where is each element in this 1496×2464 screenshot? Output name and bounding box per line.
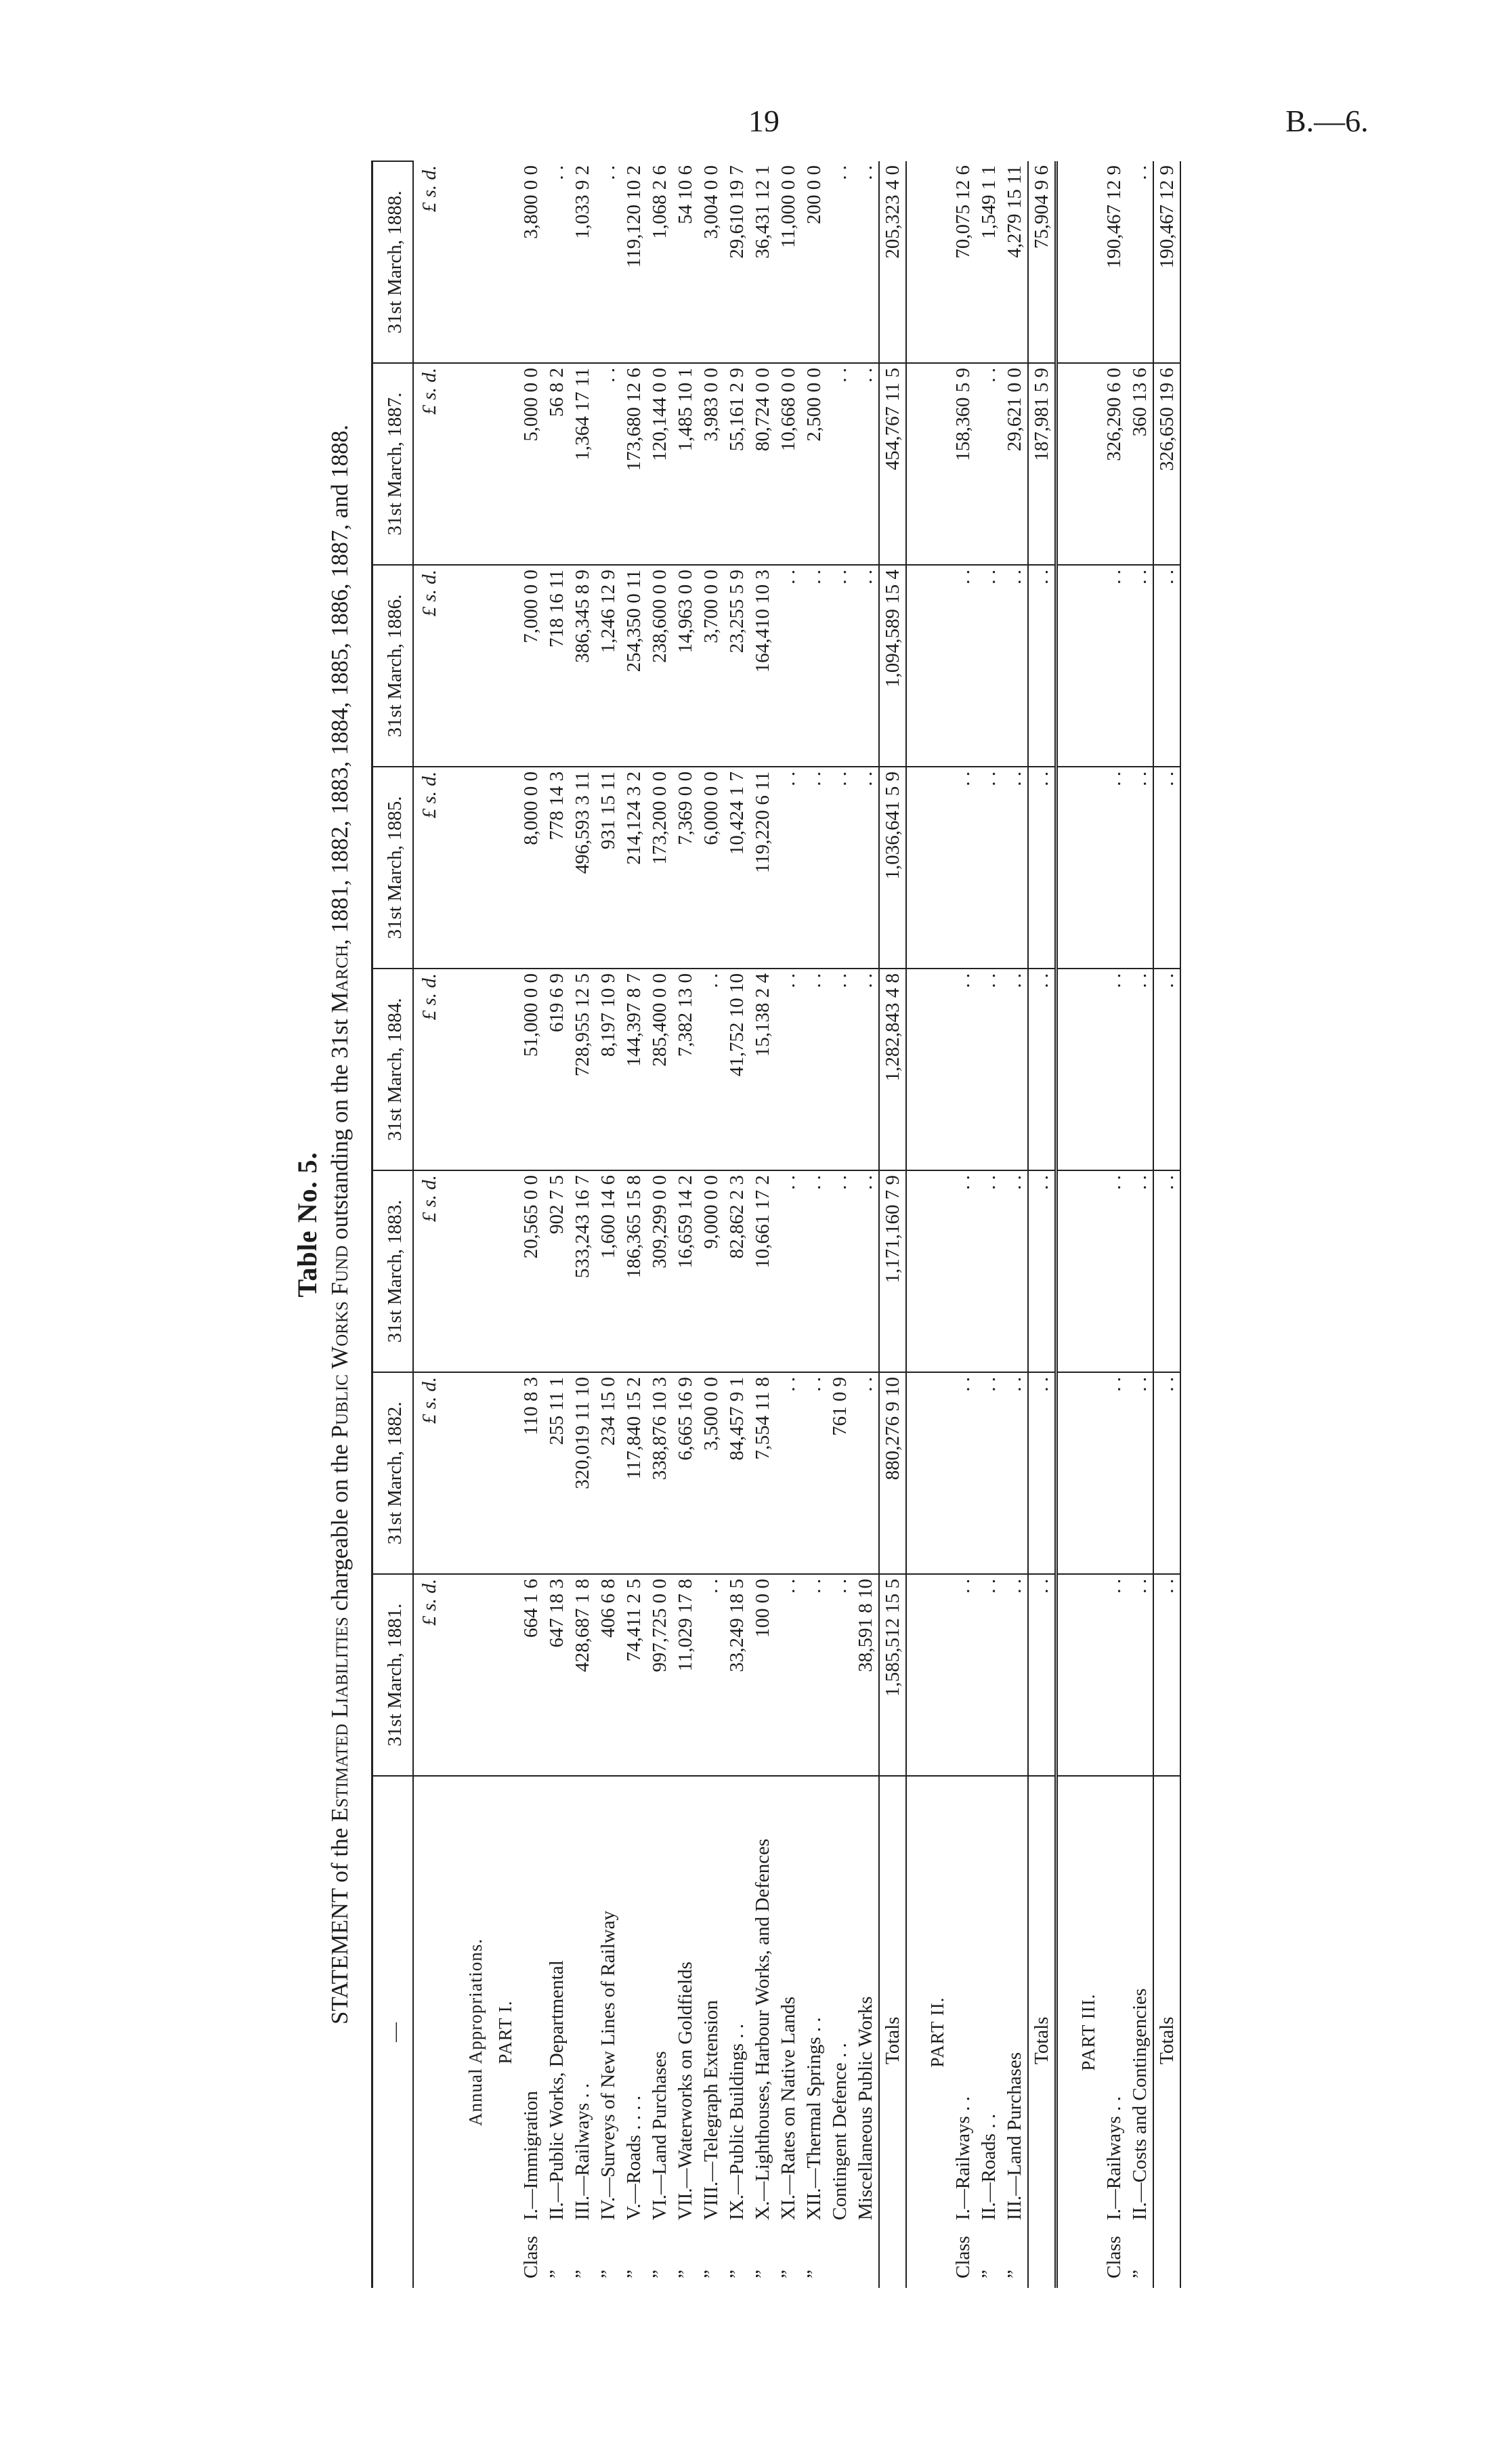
row-label: I.—Railways . . <box>1103 2096 1125 2220</box>
row-label: XI.—Rates on Native Lands <box>777 1996 799 2220</box>
amount-cell: 120,144 0 0 <box>647 363 672 565</box>
amount-cell: 3,983 0 0 <box>698 363 724 565</box>
amount-cell: . . <box>775 969 801 1170</box>
amount-cell: . . <box>1127 161 1153 363</box>
amount-cell: 117,840 15 2 <box>621 1372 647 1574</box>
part-1-totals <box>879 161 906 2288</box>
amount-cell: 255 11 1 <box>544 1372 570 1574</box>
col-header-1882: 31st March, 1882. <box>372 1372 414 1574</box>
amount-cell: . . <box>853 767 879 969</box>
table-row <box>698 161 724 2288</box>
col-header-1886: 31st March, 1886. <box>372 565 414 767</box>
table-row <box>647 161 672 2288</box>
amount-cell: . . <box>1127 1170 1153 1372</box>
total-cell: . . <box>1028 767 1056 969</box>
unit-label: £ s. d. <box>413 1372 442 1574</box>
amount-cell: . . <box>1101 767 1127 969</box>
amount-cell: 200 0 0 <box>801 161 827 363</box>
amount-cell: 619 6 9 <box>544 969 570 1170</box>
amount-cell: 3,004 0 0 <box>698 161 724 363</box>
amount-cell: 1,600 14 6 <box>595 1170 621 1372</box>
amount-cell: . . <box>1002 1574 1028 1776</box>
row-class: ” <box>752 2270 773 2278</box>
table-row <box>518 161 544 2288</box>
part-3-label-text: PART III. <box>1078 1993 1098 2071</box>
amount-cell: . . <box>698 969 724 1170</box>
part-2-label-text: PART II. <box>927 1997 947 2068</box>
total-cell: 187,981 5 9 <box>1028 363 1056 565</box>
amount-cell: . . <box>976 1372 1002 1574</box>
col-header-1885: 31st March, 1885. <box>372 767 414 969</box>
amount-cell: 3,700 0 0 <box>698 565 724 767</box>
amount-cell: 285,400 0 0 <box>647 969 672 1170</box>
amount-cell: 496,593 3 11 <box>570 767 595 969</box>
total-cell: 1,171,160 7 9 <box>879 1170 906 1372</box>
amount-cell: 533,243 16 7 <box>570 1170 595 1372</box>
amount-cell: 997,725 0 0 <box>647 1574 672 1776</box>
col-header-1883: 31st March, 1883. <box>372 1170 414 1372</box>
amount-cell: . . <box>950 565 976 767</box>
amount-cell: 3,500 0 0 <box>698 1372 724 1574</box>
table-row <box>801 161 827 2288</box>
amount-cell: 10,424 1 7 <box>724 767 750 969</box>
row-label: II.—Roads . . <box>978 2113 1000 2220</box>
row-class: ” <box>649 2270 670 2278</box>
amount-cell: . . <box>950 1372 976 1574</box>
amount-cell: . . <box>976 1574 1002 1776</box>
unit-label: £ s. d. <box>413 767 442 969</box>
amount-cell: . . <box>1127 969 1153 1170</box>
amount-cell: 186,365 15 8 <box>621 1170 647 1372</box>
amount-cell: 82,862 2 3 <box>724 1170 750 1372</box>
table-row <box>544 161 570 2288</box>
total-cell: . . <box>1153 767 1180 969</box>
table-number: Table No. 5. <box>292 1151 322 1298</box>
amount-cell: 7,382 13 0 <box>672 969 698 1170</box>
table-row <box>1101 161 1127 2288</box>
total-cell: . . <box>1153 565 1180 767</box>
amount-cell: 1,068 2 6 <box>647 161 672 363</box>
row-label: VIII.—Telegraph Extension <box>700 2000 722 2220</box>
amount-cell: . . <box>853 161 879 363</box>
amount-cell: . . <box>801 1574 827 1776</box>
liabilities-table <box>371 161 1181 2288</box>
table-row <box>724 161 750 2288</box>
row-class: ” <box>546 2270 568 2278</box>
row-label: X.—Lighthouses, Harbour Works, and Defences <box>752 1838 773 2220</box>
unit-label: £ s. d. <box>413 969 442 1170</box>
amount-cell: 16,659 14 2 <box>672 1170 698 1372</box>
table-row <box>976 161 1002 2288</box>
total-cell: . . <box>1153 969 1180 1170</box>
amount-cell: 100 0 0 <box>750 1574 775 1776</box>
amount-cell: 51,000 0 0 <box>518 969 544 1170</box>
table-row <box>950 161 976 2288</box>
amount-cell: 902 7 5 <box>544 1170 570 1372</box>
description-header: — <box>372 1776 414 2288</box>
amount-cell: 428,687 1 8 <box>570 1574 595 1776</box>
row-label: III.—Railways . . <box>572 2083 593 2220</box>
row-class: ” <box>572 2270 593 2278</box>
amount-cell: 718 16 11 <box>544 565 570 767</box>
amount-cell: 5,000 0 0 <box>518 363 544 565</box>
row-class: ” <box>597 2270 619 2278</box>
amount-cell: 1,364 17 11 <box>570 363 595 565</box>
amount-cell: 254,350 0 11 <box>621 565 647 767</box>
amount-cell: . . <box>976 969 1002 1170</box>
amount-cell: . . <box>827 969 853 1170</box>
amount-cell: 23,255 5 9 <box>724 565 750 767</box>
amount-cell: 84,457 9 1 <box>724 1372 750 1574</box>
amount-cell: 20,565 0 0 <box>518 1170 544 1372</box>
amount-cell: . . <box>976 767 1002 969</box>
total-cell: 454,767 11 5 <box>879 363 906 565</box>
total-cell: 1,036,641 5 9 <box>879 767 906 969</box>
row-label: II.—Costs and Contingencies <box>1129 1988 1151 2220</box>
total-cell: . . <box>1028 1170 1056 1372</box>
total-cell: . . <box>1153 1574 1180 1776</box>
amount-cell: 29,610 19 7 <box>724 161 750 363</box>
amount-cell: . . <box>976 1170 1002 1372</box>
total-cell: . . <box>1028 969 1056 1170</box>
amount-cell: 8,197 10 9 <box>595 969 621 1170</box>
amount-cell: 14,963 0 0 <box>672 565 698 767</box>
row-label: II.—Public Works, Departmental <box>546 1960 568 2220</box>
row-class: Class <box>1103 2236 1125 2278</box>
amount-cell: 80,724 0 0 <box>750 363 775 565</box>
amount-cell: . . <box>853 1170 879 1372</box>
total-cell: 1,585,512 15 5 <box>879 1574 906 1776</box>
amount-cell: . . <box>827 161 853 363</box>
amount-cell: 6,665 16 9 <box>672 1372 698 1574</box>
row-class: ” <box>1129 2270 1151 2278</box>
amount-cell: . . <box>827 363 853 565</box>
amount-cell: . . <box>1002 1170 1028 1372</box>
amount-cell: 33,249 18 5 <box>724 1574 750 1776</box>
amount-cell: 54 10 6 <box>672 161 698 363</box>
unit-label: £ s. d. <box>413 565 442 767</box>
total-cell: . . <box>1028 1372 1056 1574</box>
total-cell: . . <box>1028 1574 1056 1776</box>
amount-cell: 144,397 8 7 <box>621 969 647 1170</box>
amount-cell: 214,124 3 2 <box>621 767 647 969</box>
amount-cell: . . <box>1127 1372 1153 1574</box>
part-2-label <box>906 161 950 2288</box>
total-cell: . . <box>1153 1372 1180 1574</box>
part-3-label <box>1056 161 1102 2288</box>
amount-cell: . . <box>1002 1372 1028 1574</box>
amount-cell: . . <box>1101 1372 1127 1574</box>
part-1-label <box>488 161 518 2288</box>
amount-cell: . . <box>976 363 1002 565</box>
amount-cell: 36,431 12 1 <box>750 161 775 363</box>
total-cell: 205,323 4 0 <box>879 161 906 363</box>
table-row <box>672 161 698 2288</box>
row-label: I.—Railways . . <box>952 2096 974 2220</box>
amount-cell: . . <box>801 767 827 969</box>
amount-cell: 55,161 2 9 <box>724 363 750 565</box>
amount-cell: 56 8 2 <box>544 363 570 565</box>
row-class: ” <box>623 2270 645 2278</box>
unit-label: £ s. d. <box>413 161 442 363</box>
amount-cell: . . <box>1127 565 1153 767</box>
amount-cell: . . <box>950 1574 976 1776</box>
table-row <box>750 161 775 2288</box>
amount-cell: 664 1 6 <box>518 1574 544 1776</box>
amount-cell: 6,000 0 0 <box>698 767 724 969</box>
amount-cell: 10,661 17 2 <box>750 1170 775 1372</box>
amount-cell: . . <box>801 969 827 1170</box>
amount-cell: 119,220 6 11 <box>750 767 775 969</box>
amount-cell: 761 0 9 <box>827 1372 853 1574</box>
amount-cell: 119,120 10 2 <box>621 161 647 363</box>
amount-cell: 2,500 0 0 <box>801 363 827 565</box>
amount-cell: . . <box>1127 1574 1153 1776</box>
amount-cell: . . <box>1002 565 1028 767</box>
amount-cell: . . <box>1101 969 1127 1170</box>
amount-cell: 7,000 0 0 <box>518 565 544 767</box>
row-label: V.—Roads . . . . <box>623 2096 645 2220</box>
amount-cell: 320,019 11 10 <box>570 1372 595 1574</box>
page-number: 19 <box>748 104 779 138</box>
amount-cell: . . <box>1101 565 1127 767</box>
amount-cell: . . <box>1002 767 1028 969</box>
amount-cell: . . <box>595 161 621 363</box>
amount-cell: 1,033 9 2 <box>570 161 595 363</box>
row-label: Contingent Defence . . <box>829 2043 851 2220</box>
amount-cell: 164,410 10 3 <box>750 565 775 767</box>
amount-cell: . . <box>1101 1170 1127 1372</box>
total-cell: 326,650 19 6 <box>1153 363 1180 565</box>
part-2-totals <box>1028 161 1056 2288</box>
table-row <box>775 161 801 2288</box>
table-row <box>570 161 595 2288</box>
amount-cell: 8,000 0 0 <box>518 767 544 969</box>
amount-cell: . . <box>698 1574 724 1776</box>
amount-cell: . . <box>827 1574 853 1776</box>
amount-cell: 38,591 8 10 <box>853 1574 879 1776</box>
table-title: STATEMENT of the Estimated Liabilities chargeable on the Public Works Fund outstanding on the 31st March, 1881, 1882, 1883, 1884, 1885, 1886, 1887, and 1888. <box>326 425 353 2024</box>
amount-cell: 728,955 12 5 <box>570 969 595 1170</box>
amount-cell: . . <box>950 1170 976 1372</box>
amount-cell: 238,600 0 0 <box>647 565 672 767</box>
amount-cell: . . <box>1127 767 1153 969</box>
amount-cell: 7,554 11 8 <box>750 1372 775 1574</box>
amount-cell: 190,467 12 9 <box>1101 161 1127 363</box>
unit-label: £ s. d. <box>413 1170 442 1372</box>
amount-cell: . . <box>801 1170 827 1372</box>
table-row <box>1127 161 1153 2288</box>
amount-cell: 647 18 3 <box>544 1574 570 1776</box>
amount-cell: 931 15 11 <box>595 767 621 969</box>
amount-cell: . . <box>853 1372 879 1574</box>
row-class: ” <box>978 2270 1000 2278</box>
annual-appropriations-heading <box>442 161 488 2288</box>
unit-label: £ s. d. <box>413 1574 442 1776</box>
amount-cell: . . <box>853 969 879 1170</box>
amount-cell: 9,000 0 0 <box>698 1170 724 1372</box>
amount-cell: . . <box>775 1372 801 1574</box>
amount-cell: . . <box>801 565 827 767</box>
total-cell: . . <box>1153 1170 1180 1372</box>
amount-cell: . . <box>827 1170 853 1372</box>
row-class: ” <box>1004 2270 1025 2278</box>
amount-cell: 110 8 3 <box>518 1372 544 1574</box>
amount-cell: 11,029 17 8 <box>672 1574 698 1776</box>
row-label: IV.—Surveys of New Lines of Railway <box>597 1911 619 2220</box>
amount-cell: . . <box>976 565 1002 767</box>
col-header-1888: 31st March, 1888. <box>372 161 414 363</box>
amount-cell: 74,411 2 5 <box>621 1574 647 1776</box>
total-cell: 1,094,589 15 4 <box>879 565 906 767</box>
amount-cell: 10,668 0 0 <box>775 363 801 565</box>
total-cell: 75,904 9 6 <box>1028 161 1056 363</box>
table-row <box>1002 161 1028 2288</box>
totals-label: Totals <box>1153 1776 1180 2288</box>
amount-cell: 326,290 6 0 <box>1101 363 1127 565</box>
amount-cell: 386,345 8 9 <box>570 565 595 767</box>
amount-cell: 7,369 0 0 <box>672 767 698 969</box>
table-body <box>413 161 1180 2288</box>
amount-cell: 360 13 6 <box>1127 363 1153 565</box>
total-cell: 190,467 12 9 <box>1153 161 1180 363</box>
total-cell: 1,282,843 4 8 <box>879 969 906 1170</box>
amount-cell: 4,279 15 11 <box>1002 161 1028 363</box>
row-label: III.—Land Purchases <box>1004 2052 1025 2220</box>
amount-cell: . . <box>544 161 570 363</box>
amount-cell: 173,680 12 6 <box>621 363 647 565</box>
row-class: Class <box>520 2236 542 2278</box>
amount-cell: 11,000 0 0 <box>775 161 801 363</box>
amount-cell: . . <box>1101 1574 1127 1776</box>
totals-label: Totals <box>1028 1776 1056 2288</box>
col-header-1884: 31st March, 1884. <box>372 969 414 1170</box>
row-class: ” <box>700 2270 722 2278</box>
row-class: ” <box>675 2270 696 2278</box>
amount-cell: 1,246 12 9 <box>595 565 621 767</box>
units-row <box>413 161 442 2288</box>
table-row <box>621 161 647 2288</box>
table-row <box>827 161 853 2288</box>
table-row <box>595 161 621 2288</box>
amount-cell: 29,621 0 0 <box>1002 363 1028 565</box>
row-label: XII.—Thermal Springs . . <box>803 2017 825 2220</box>
amount-cell: . . <box>595 363 621 565</box>
amount-cell: . . <box>950 969 976 1170</box>
amount-cell: . . <box>775 1574 801 1776</box>
annual-appropriations-heading-text: Annual Appropriations. <box>465 1938 486 2126</box>
amount-cell: 158,360 5 9 <box>950 363 976 565</box>
part-1-label-text: PART I. <box>495 2000 515 2064</box>
amount-cell: 15,138 2 4 <box>750 969 775 1170</box>
amount-cell: . . <box>827 767 853 969</box>
total-cell: . . <box>1028 565 1056 767</box>
amount-cell: 3,800 0 0 <box>518 161 544 363</box>
amount-cell: . . <box>801 1372 827 1574</box>
col-header-1881: 31st March, 1881. <box>372 1574 414 1776</box>
amount-cell: 1,549 1 1 <box>976 161 1002 363</box>
row-label: Miscellaneous Public Works <box>855 1996 876 2220</box>
column-header-row <box>372 161 414 2288</box>
total-cell: 880,276 9 10 <box>879 1372 906 1574</box>
amount-cell: 41,752 10 10 <box>724 969 750 1170</box>
amount-cell: . . <box>775 1170 801 1372</box>
col-header-1887: 31st March, 1887. <box>372 363 414 565</box>
amount-cell: 173,200 0 0 <box>647 767 672 969</box>
amount-cell: . . <box>853 565 879 767</box>
rotated-table-block <box>291 161 1395 2288</box>
amount-cell: 778 14 3 <box>544 767 570 969</box>
amount-cell: 338,876 10 3 <box>647 1372 672 1574</box>
row-label: I.—Immigration <box>520 2091 542 2220</box>
unit-label: £ s. d. <box>413 363 442 565</box>
row-class: ” <box>803 2270 825 2278</box>
amount-cell: . . <box>827 565 853 767</box>
row-label: VII.—Waterworks on Goldfields <box>675 1961 696 2220</box>
totals-label: Totals <box>879 1776 906 2288</box>
amount-cell: 406 6 8 <box>595 1574 621 1776</box>
table-row <box>853 161 879 2288</box>
amount-cell: . . <box>1002 969 1028 1170</box>
amount-cell: 234 15 0 <box>595 1372 621 1574</box>
amount-cell: . . <box>775 565 801 767</box>
amount-cell: 70,075 12 6 <box>950 161 976 363</box>
row-class: Class <box>952 2236 974 2278</box>
amount-cell: . . <box>775 767 801 969</box>
row-class: ” <box>777 2270 799 2278</box>
amount-cell: 1,485 10 1 <box>672 363 698 565</box>
part-3-totals <box>1153 161 1180 2288</box>
row-label: VI.—Land Purchases <box>649 2051 670 2220</box>
amount-cell: . . <box>853 363 879 565</box>
row-label: IX.—Public Buildings . . <box>726 2023 748 2220</box>
row-class: ” <box>726 2270 748 2278</box>
document-reference: B.—6. <box>1285 104 1369 138</box>
amount-cell: . . <box>950 767 976 969</box>
amount-cell: 309,299 0 0 <box>647 1170 672 1372</box>
